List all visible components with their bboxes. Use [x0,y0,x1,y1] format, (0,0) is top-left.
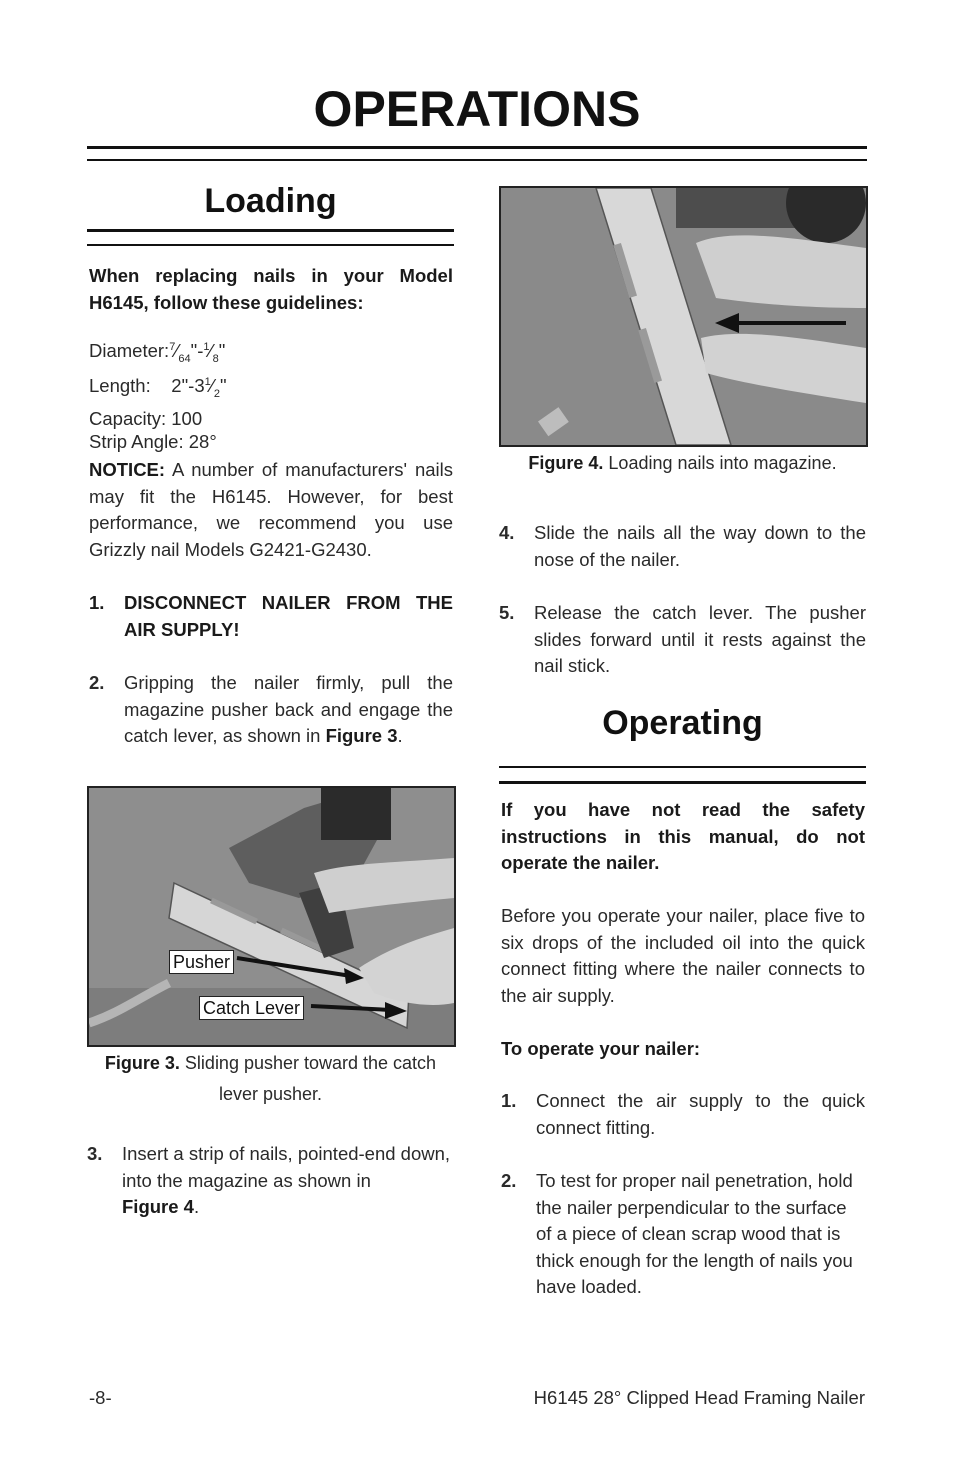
figure-3-caption: Figure 3. Sliding pusher toward the catch lever pusher. [104,1053,437,1104]
page-number: -8- [89,1387,112,1408]
loading-step-2: 2. Gripping the nailer firmly, pull the magazine pusher back and engage the catch lever, as shown in Figure 3. [89,672,453,746]
figure-3-photo [87,786,456,1047]
spec-length: Length: $2"-3^1⁄_2$" [89,375,227,401]
notice-text: A number of manufacturers' nails may fit the H6145. However, for best performance, we recommend you use Grizzly nail Models G2421-G2430. [89,459,453,560]
operating-step-2: 2. To test for proper nail penetration, hold the nailer perpendicular to the surface of a piece of clean scrap wood that is thick enough for the length of nails you have loaded. [501,1170,853,1297]
page-title: OPERATIONS [313,81,641,137]
figure-4-caption: Figure 4. Loading nails into magazine. [528,453,837,473]
nail-specs [89,336,453,454]
spec-capacity: Capacity: 100 [89,407,203,429]
title-rule-top [87,146,867,149]
loading-rule-top [87,229,454,232]
operating-rule-bottom [499,781,866,784]
loading-step-4: 4. Slide the nails all the way down to the nose of the nailer. [499,522,866,570]
notice [89,457,453,563]
operating-subhead: To operate your nailer: [501,1038,701,1059]
title-rule-bottom [87,159,867,161]
loading-intro: When replacing nails in your Model H6145, follow these guidelines: [89,265,453,313]
spec-diameter: $Diameter:^7⁄_{64}"-^1⁄_8$" [89,340,226,365]
nailer-loading-illustration [501,188,866,445]
callout-catch-lever: Catch Lever [199,996,304,1020]
operating-warning: If you have not read the safety instructions in this manual, do not operate the nailer. [501,799,865,873]
loading-step-1: 1. DISCONNECT NAILER FROM THE AIR SUPPLY! [89,592,453,640]
footer-product-name: H6145 28° Clipped Head Framing Nailer [533,1387,865,1408]
callout-pusher: Pusher [169,950,234,974]
loading-step-3: 3. Insert a strip of nails, pointed-end down, into the magazine as shown in Figure 4. [87,1143,451,1217]
loading-heading: Loading [204,182,337,220]
loading-rule-bottom [87,244,454,246]
notice-label: NOTICE: [89,459,166,480]
operating-heading: Operating [602,704,763,742]
operating-before-text: Before you operate your nailer, place five to six drops of the included oil into the quick connect fitting where the nailer connects to the air supply. [501,905,865,1006]
spec-strip-angle: Strip Angle: 28° [89,431,217,453]
figure-4-photo [499,186,868,447]
loading-step-5: 5. Release the catch lever. The pusher slides forward until it rests against the nail stick. [499,602,866,676]
operating-rule-top [499,766,866,768]
operating-step-1: 1. Connect the air supply to the quick connect fitting. [501,1090,865,1138]
